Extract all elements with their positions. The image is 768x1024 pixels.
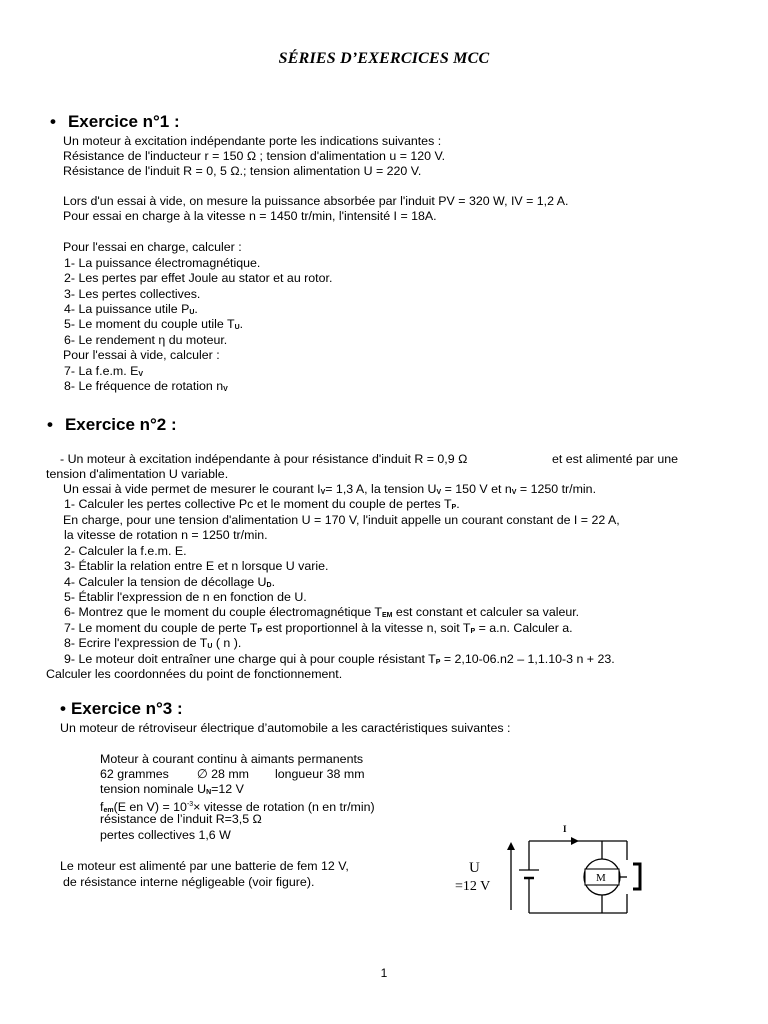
ex1-question-4: 4- La puissance utile $P_U$. bbox=[64, 302, 198, 316]
ex2-question-9: 9- Le moteur doit entraîner une charge qui à pour couple résistant $T_P = 2,10-06.n2 - 1,1.10-3$ n + 23. bbox=[64, 652, 615, 666]
ex1-line-5: Pour l'essai en charge, calculer : bbox=[63, 240, 242, 254]
ex1-intro: Un moteur à excitation indépendante porte les indications suivantes : bbox=[63, 134, 442, 148]
voltage-value: =12 V bbox=[455, 879, 491, 894]
ex3-spec-2: 62 grammes ∅ 28 mm longueur 38 mm bbox=[100, 767, 365, 781]
current-label: I bbox=[563, 824, 567, 834]
ex3-spec-5: résistance de l’induit R=3,5 Ω bbox=[100, 812, 262, 826]
ex2-line-5: la vitesse de rotation n = 1250 tr/min. bbox=[64, 528, 268, 542]
bullet-icon: • bbox=[60, 699, 66, 718]
ex2-question-4: 4- Calculer la tension de décollage $U_D$. bbox=[64, 575, 276, 589]
ex1-question-5: 5- Le moment du couple utile $T_U$. bbox=[64, 317, 244, 331]
ex3-spec-1: Moteur à courant continu à aimants permanents bbox=[100, 752, 364, 766]
page-number: 1 bbox=[380, 966, 388, 980]
voltage-label: U bbox=[469, 860, 480, 876]
ex2-line-3: Un essai à vide permet de mesurer le courant $I_V= 1,3$ A, la tension $U_V = 150$ V et $n_V = 1250$ tr/min. bbox=[63, 482, 597, 496]
ex2-question-5: 5- Établir l'expression de n en fonction de U. bbox=[64, 590, 307, 604]
ex1-line-3: Lors d'un essai à vide, on mesure la puissance absorbée par l'induit PV = 320 W, IV = 1,2 A. bbox=[63, 194, 569, 208]
bullet-icon: • bbox=[50, 112, 56, 131]
ex1-line-2: Résistance de l'induit R = 0, 5 Ω.; tension alimentation U = 220 V. bbox=[63, 164, 422, 178]
ex1-line-6: Pour l'essai à vide, calculer : bbox=[63, 348, 220, 362]
ex2-question-1: 1- Calculer les pertes collective Pc et le moment du couple de pertes $T_P$. bbox=[64, 497, 460, 511]
ex2-question-2: 2- Calculer la f.e.m. E. bbox=[64, 544, 187, 558]
circuit-figure bbox=[445, 820, 675, 930]
voltage-arrow-icon bbox=[507, 842, 515, 850]
ex3-spec-3: tension nominale $U_N=12$ V bbox=[100, 782, 244, 796]
ex2-line-2: tension d'alimentation U variable. bbox=[46, 467, 229, 481]
ex1-question-2: 2- Les pertes par effet Joule au stator et au rotor. bbox=[64, 271, 333, 285]
current-arrow-icon bbox=[571, 837, 579, 845]
ex3-intro: Un moteur de rétroviseur électrique d’automobile a les caractéristiques suivantes : bbox=[60, 721, 511, 735]
ex2-question-3: 3- Établir la relation entre E et n lorsque U varie. bbox=[64, 559, 329, 573]
exercise-3-heading: • Exercice n°3 : bbox=[60, 699, 183, 718]
ex2-line-6: Calculer les coordonnées du point de fonctionnement. bbox=[46, 667, 343, 681]
ex2-line-4: En charge, pour une tension d'alimentation U = 170 V, l'induit appelle un courant constant de I = 22 A, bbox=[63, 513, 620, 527]
ex2-question-6: 6- Montrez que le moment du couple électromagnétique $T_{EM}$ est constant et calculer sa valeur. bbox=[64, 605, 580, 619]
ex1-question-1: 1- La puissance électromagnétique. bbox=[64, 256, 261, 270]
ex1-question-8: 8- Le fréquence de rotation $n_V$ bbox=[64, 379, 228, 393]
ex1-question-6: 6- Le rendement η du moteur. bbox=[64, 333, 228, 347]
motor-label: M bbox=[596, 872, 606, 884]
ex3-spec-4: $f_{em}(E$ en $V) = 10^{-3}\times$ vitesse de rotation (n en tr/min) bbox=[100, 800, 375, 814]
ex2-question-8: 8- Ecrire l'expression de $T_U$ ( n ). bbox=[64, 636, 242, 650]
ex1-line-1: Résistance de l'inducteur r = 150 Ω ; tension d'alimentation u = 120 V. bbox=[63, 149, 446, 163]
ex2-question-7: 7- Le moment du couple de perte $T_P$ est proportionnel à la vitesse n, soit $T_P = a.n$. Calculer a. bbox=[64, 621, 573, 635]
bracket-icon bbox=[633, 864, 640, 889]
ex3-spec-6: pertes collectives 1,6 W bbox=[100, 828, 231, 842]
ex1-question-7: 7- La f.e.m. $E_V$ bbox=[64, 364, 144, 378]
exercise-1-heading: • Exercice n°1 : bbox=[50, 112, 180, 131]
exercise-2-heading: • Exercice n°2 : bbox=[47, 415, 177, 434]
ex3-paragraph-1: Le moteur est alimenté par une batterie de fem 12 V, bbox=[60, 859, 349, 873]
ex1-line-4: Pour essai en charge à la vitesse n = 1450 tr/min, l'intensité I = 18A. bbox=[63, 209, 437, 223]
ex3-paragraph-2: de résistance interne négligeable (voir figure). bbox=[63, 875, 315, 889]
ex2-line-1b: et est alimenté par une bbox=[552, 452, 679, 466]
ex1-question-3: 3- Les pertes collectives. bbox=[64, 287, 201, 301]
bullet-icon: • bbox=[47, 415, 53, 434]
document-title: SÉRIES D’EXERCICES MCC bbox=[278, 50, 490, 67]
ex2-line-1a: - Un moteur à excitation indépendante à pour résistance d'induit R = 0,9 Ω bbox=[60, 452, 468, 466]
